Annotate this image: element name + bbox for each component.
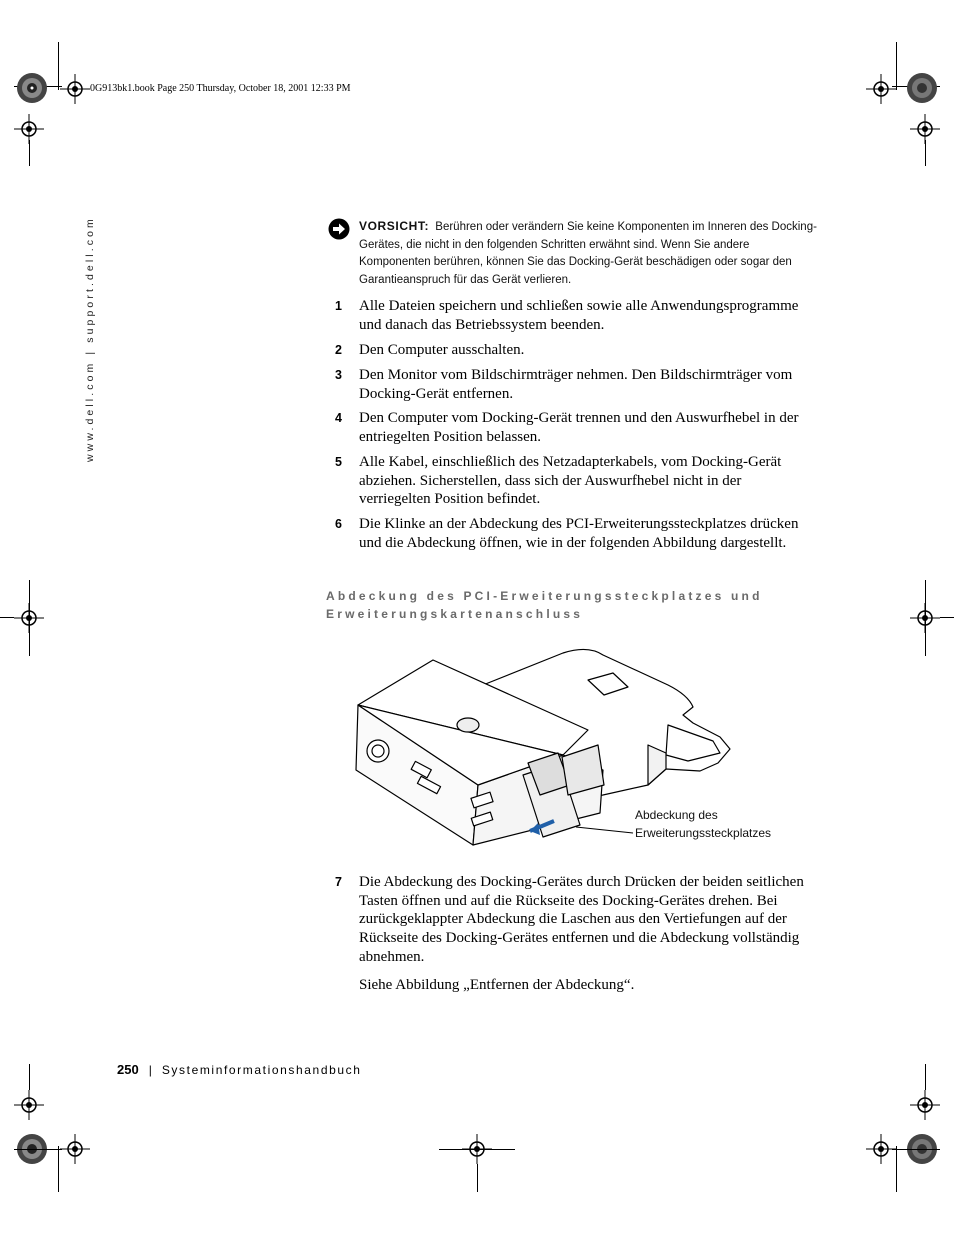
step-number: 3	[335, 368, 342, 382]
step-number: 6	[335, 517, 342, 531]
step-item	[335, 515, 815, 552]
step-text: Alle Dateien speichern und schließen sowie alle Anwendungsprogramme und danach das Betriebssystem beenden.	[359, 298, 799, 333]
page-number: 250	[117, 1062, 139, 1077]
step-number: 7	[335, 875, 342, 889]
print-header: 0G913bk1.book Page 250 Thursday, October 18, 2001 12:33 PM	[90, 83, 351, 94]
step-item	[335, 453, 815, 509]
registration-mark-icon	[866, 1134, 896, 1164]
step-number: 2	[335, 343, 342, 357]
notice-block	[328, 218, 818, 289]
footer-separator: |	[148, 1063, 152, 1077]
book-title: Systeminformationshandbuch	[161, 1063, 362, 1077]
registration-mark-icon	[60, 1134, 90, 1164]
figure-caption: Abdeckung des PCI-Erweiterungssteckplatzes und Erweiterungskartenanschluss	[326, 589, 763, 621]
step-number: 5	[335, 455, 342, 469]
step-text: Die Abdeckung des Docking-Gerätes durch Drücken der beiden seitlichen Tasten öffnen und auf die Rückseite des Docking-Gerätes drehen. Bei zurückgeklappter Abdeckung die Laschen aus den Vertiefungen auf der Rückseite des Docking-Gerätes entfernen und die Abdeckung vollständig abnehmen.	[359, 874, 804, 965]
notice-label: VORSICHT:	[359, 219, 430, 233]
step-text: Die Klinke an der Abdeckung des PCI-Erweiterungssteckplatzes drücken und die Abdeckung öffnen, wie in der folgenden Abbildung dargestellt.	[359, 516, 799, 551]
registration-mark-icon	[910, 1090, 940, 1120]
step-text: Den Computer vom Docking-Gerät trennen und den Auswurfhebel in der entriegelten Position belassen.	[359, 410, 799, 445]
step-number: 4	[335, 411, 342, 425]
registration-mark-icon	[14, 1090, 44, 1120]
registration-mark-icon	[866, 74, 896, 104]
registration-mark-icon	[60, 74, 90, 104]
step-text: Den Monitor vom Bildschirmträger nehmen. Den Bildschirmträger vom Docking-Gerät entfernen.	[359, 367, 793, 402]
starburst-mark-icon	[906, 72, 938, 104]
notice-text: Berühren oder verändern Sie keine Komponenten im Inneren des Docking-Gerätes, die nicht in den folgenden Schritten erwähnt sind. Wenn Sie andere Komponenten berühren, können Sie das Docking-Gerät beschädigen oder sogar den Garantieanspruch für das Gerät verlieren.	[359, 221, 817, 286]
step-item	[335, 873, 815, 967]
step-number: 1	[335, 299, 342, 313]
callout-label: Abdeckung des Erweiterungssteckplatzes	[635, 808, 772, 840]
step-item	[335, 366, 815, 403]
step-item	[335, 409, 815, 446]
notice-arrow-icon	[328, 218, 350, 240]
starburst-mark-icon	[16, 72, 48, 104]
see-also-text: Siehe Abbildung „Entfernen der Abdeckung“.	[359, 977, 635, 993]
step-text: Alle Kabel, einschließlich des Netzadapterkabels, vom Docking-Gerät abziehen. Sicherstellen, dass sich der Auswurfhebel nicht in der verriegelten Position befindet.	[359, 454, 782, 508]
page-footer	[117, 1062, 362, 1077]
step-text: Den Computer ausschalten.	[359, 342, 525, 358]
registration-mark-icon	[14, 603, 44, 633]
step-item	[335, 341, 815, 360]
step-item	[335, 297, 815, 334]
side-url-text: www.dell.com | support.dell.com	[84, 216, 96, 462]
registration-mark-icon	[910, 603, 940, 633]
